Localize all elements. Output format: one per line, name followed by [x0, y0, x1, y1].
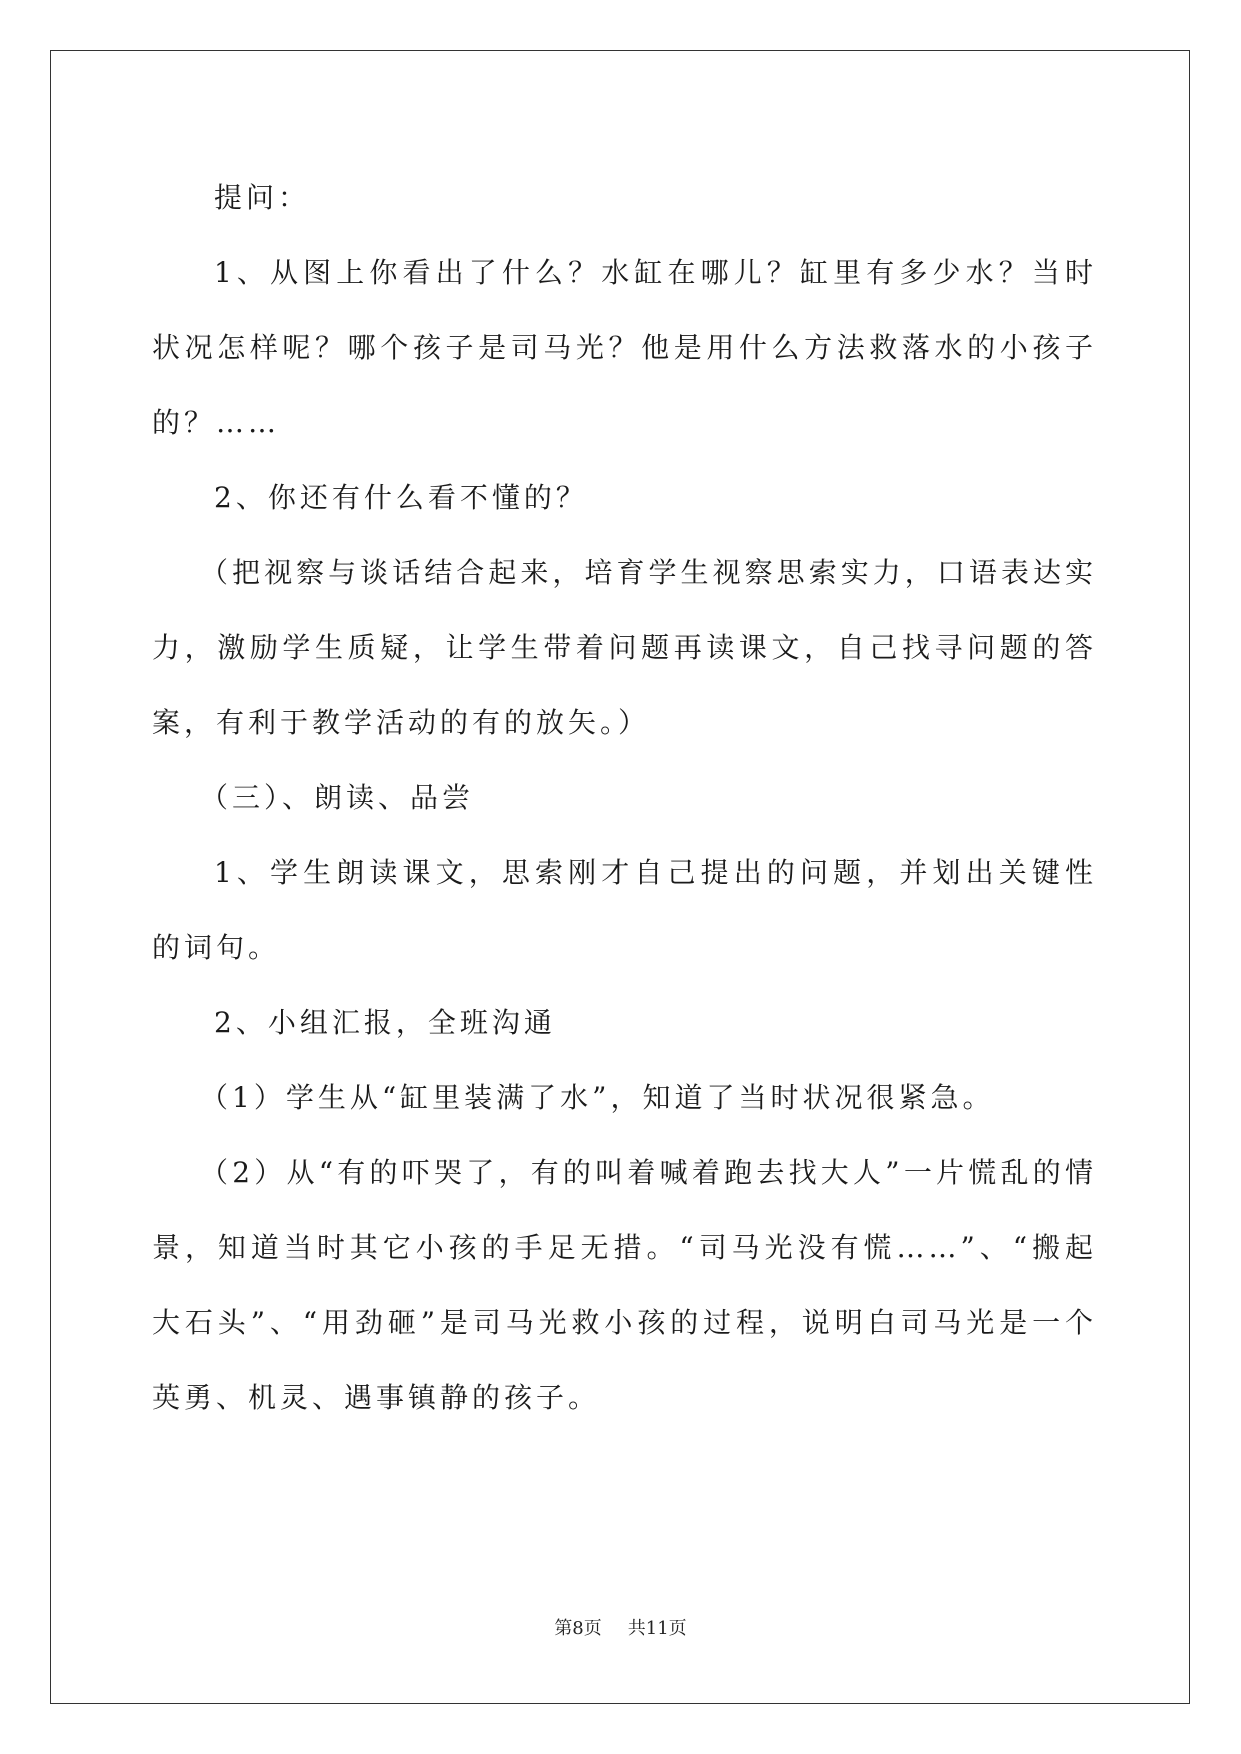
paragraph-step-2: 2、小组汇报，全班沟通 — [214, 1006, 556, 1039]
paragraph-question-heading: 提问： — [214, 181, 311, 214]
page-footer — [0, 1614, 1241, 1640]
paragraph-question-1: 1、从图上你看出了什么？水缸在哪儿？缸里有多少水？当时状况怎样呢？哪个孩子是司马光？他是用什么方法救落水的小孩子的？…… — [152, 256, 1097, 439]
paragraph-teaching-note: （把视察与谈话结合起来，培育学生视察思索实力，口语表达实力，激励学生质疑，让学生带着问题再读课文，自己找寻问题的答案，有利于教学活动的有的放矢。） — [152, 556, 1097, 739]
page-total: 共11页 — [627, 1618, 687, 1639]
paragraph-step-1: 1、学生朗读课文，思索刚才自己提出的问题，并划出关键性的词句。 — [152, 856, 1097, 964]
paragraph-section-heading: （三）、朗读、品尝 — [200, 781, 475, 814]
paragraph-point-2: （2）从“有的吓哭了，有的叫着喊着跑去找大人”一片慌乱的情景，知道当时其它小孩的手足无措。“司马光没有慌……”、“搬起大石头”、“用劲砸”是司马光救小孩的过程，说明白司马光是一个英勇、机灵、遇事镇静的孩子。 — [152, 1156, 1097, 1414]
document-body — [152, 160, 1097, 1435]
paragraph-point-1: （1）学生从“缸里装满了水”，知道了当时状况很紧急。 — [200, 1081, 995, 1114]
page-number: 第8页 — [554, 1618, 602, 1639]
paragraph-question-2: 2、你还有什么看不懂的？ — [214, 481, 588, 514]
